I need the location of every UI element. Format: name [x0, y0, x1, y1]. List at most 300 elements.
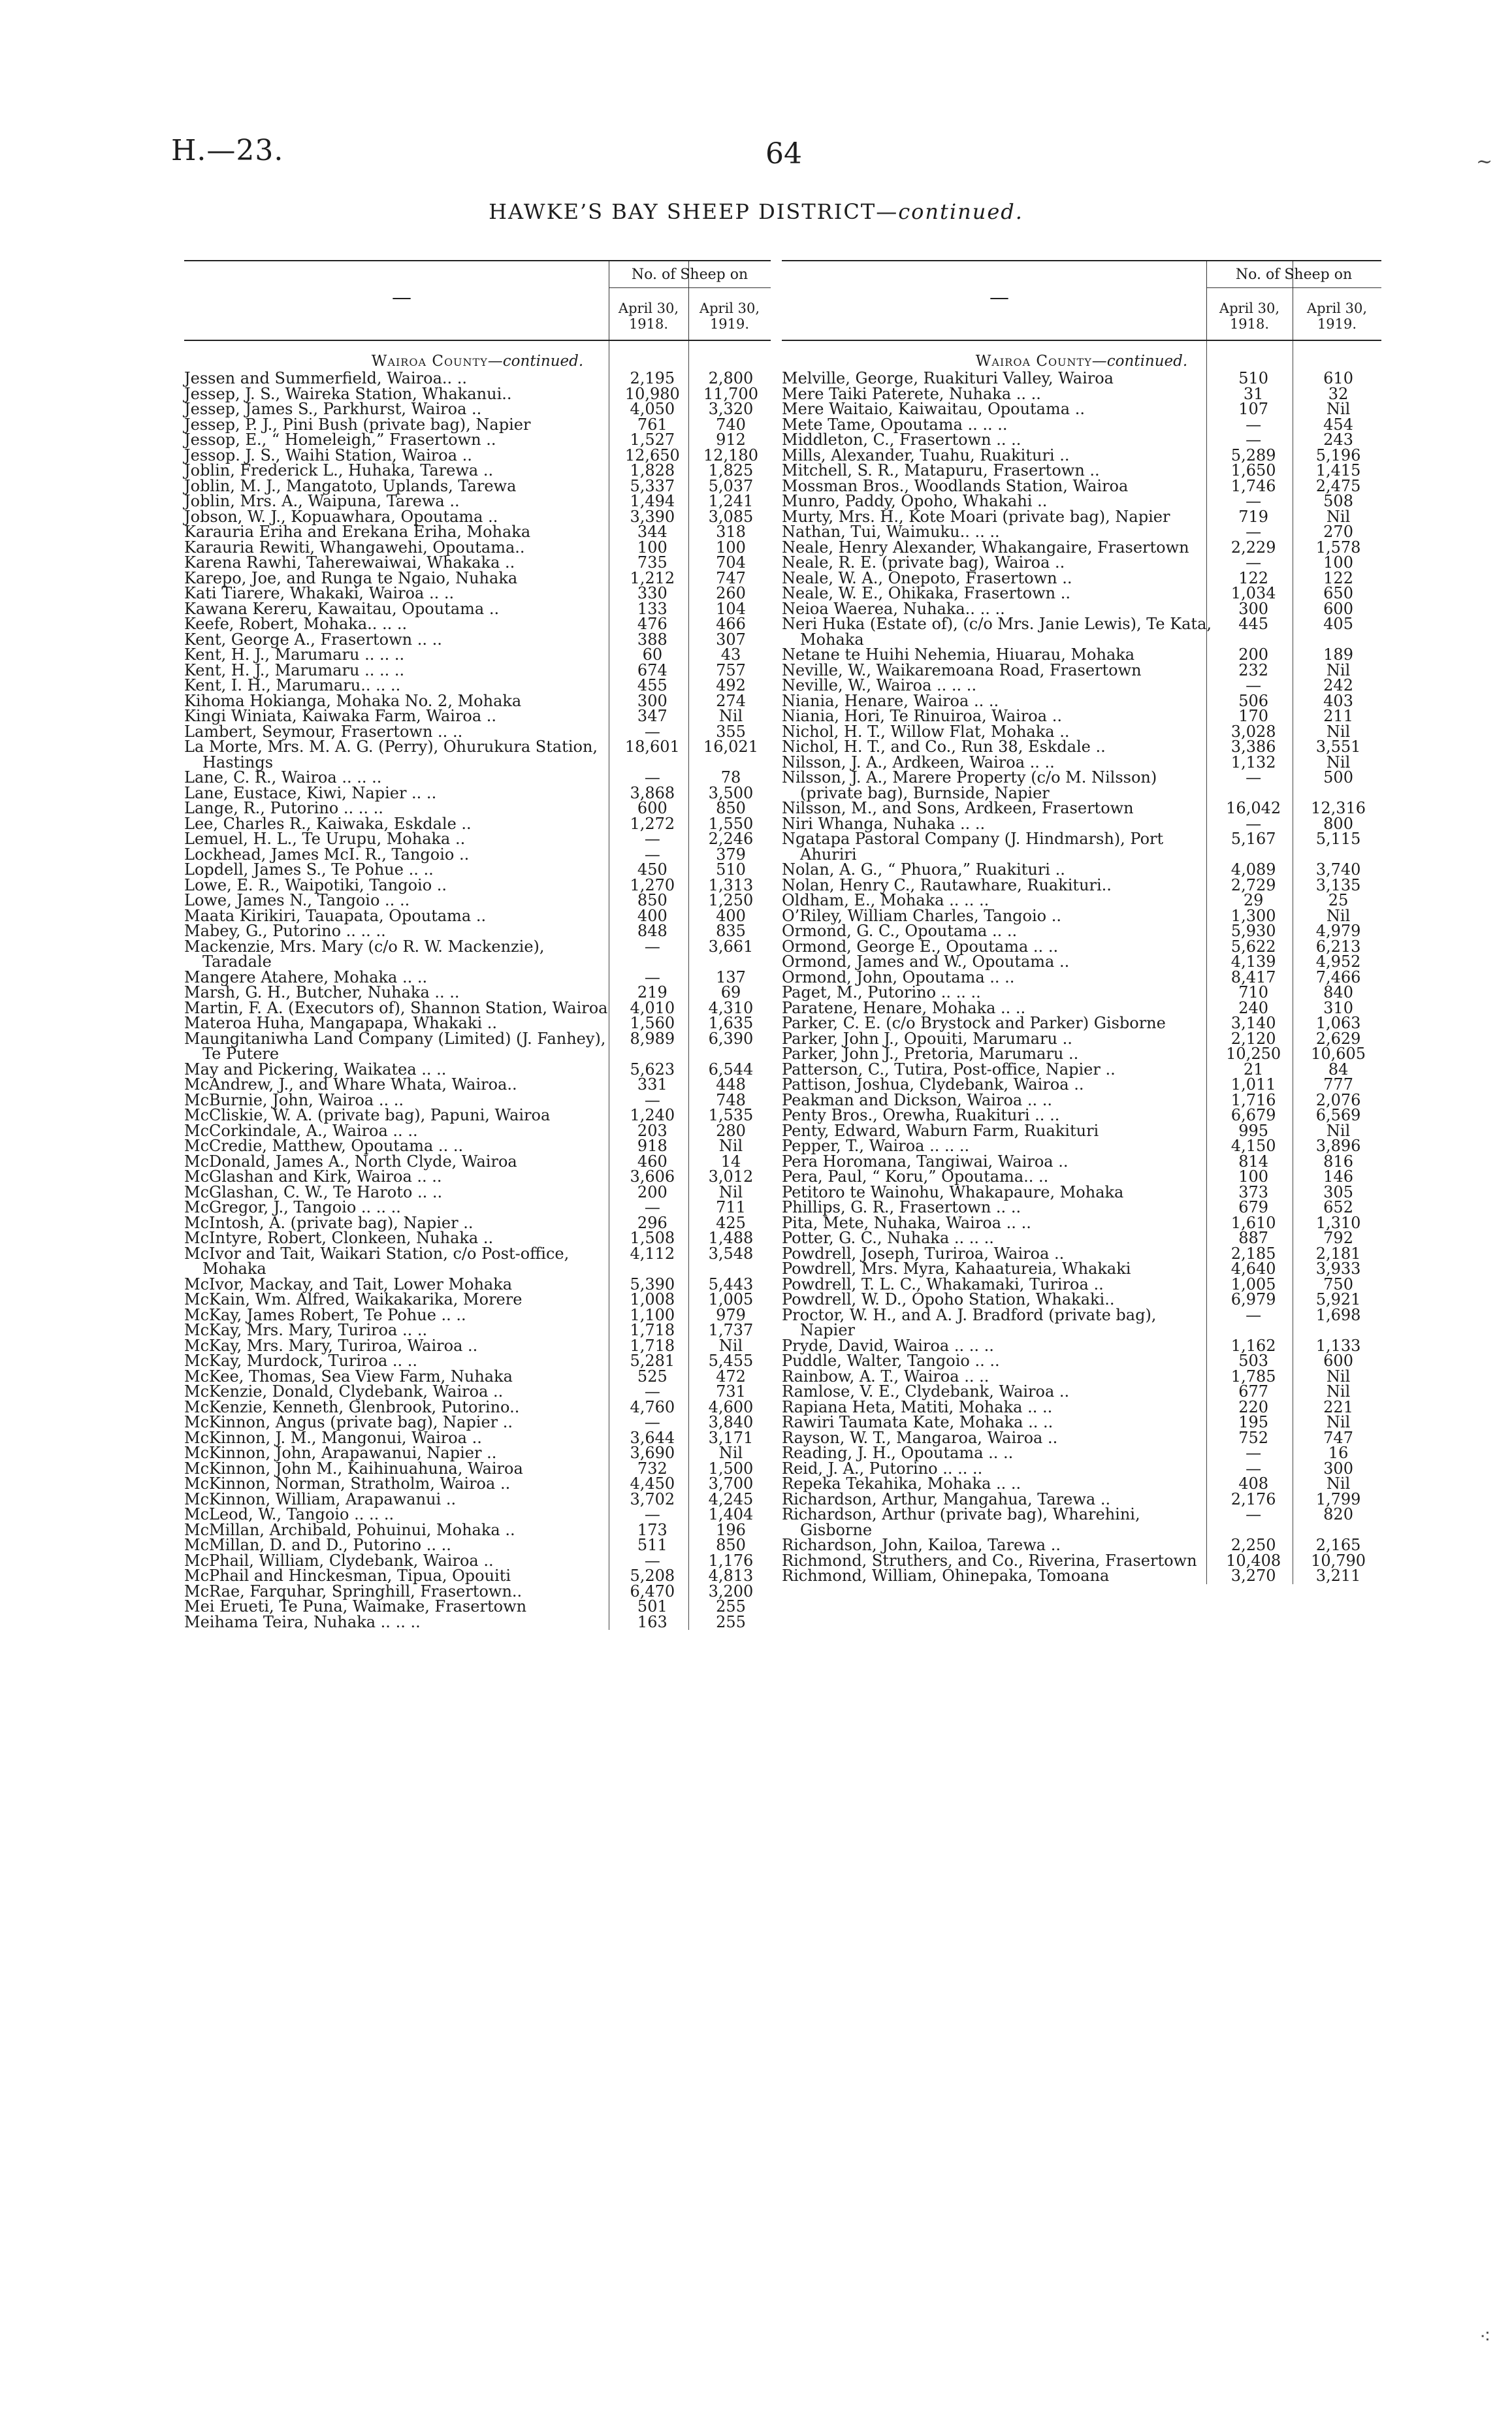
sheep-1918: 2,229 [1231, 538, 1276, 557]
sheep-1918: 300 [637, 691, 668, 710]
table-row [184, 1612, 771, 1631]
table-row [782, 770, 1381, 801]
holder-name: Potter, G. C., Nuhaka .. .. .. [782, 1229, 994, 1247]
sheep-1919: Nil [1326, 722, 1351, 741]
sheep-1919: 740 [716, 415, 746, 434]
sheep-1918: — [1246, 523, 1262, 541]
sheep-1919: 4,813 [708, 1567, 754, 1585]
left-group-rule [609, 287, 771, 288]
holder-name: McCliskie, W. A. (private bag), Papuni, Wairoa [184, 1106, 551, 1124]
holder-name: Lane, C. R., Wairoa .. .. .. [184, 768, 382, 787]
holder-name: Jessen and Summerfield, Wairoa.. .. [184, 369, 468, 387]
sheep-1919: 610 [1323, 369, 1353, 387]
sheep-1919: 5,196 [1315, 446, 1361, 464]
sheep-1918: 373 [1238, 1182, 1269, 1201]
sheep-1919: 652 [1323, 1198, 1353, 1216]
table-row [184, 709, 771, 724]
sheep-1918: — [1246, 768, 1262, 787]
sheep-1919: 5,455 [708, 1352, 754, 1370]
left-col-1918-header: April 30, 1918. [618, 301, 679, 332]
sheep-1918: 1,610 [1231, 1213, 1276, 1232]
sheep-1918: 4,150 [1231, 1137, 1276, 1155]
sheep-1919: 492 [716, 676, 746, 694]
sheep-1918: 10,250 [1226, 1045, 1281, 1063]
holder-name: Niania, Hori, Te Rinuiroa, Wairoa .. [782, 707, 1062, 725]
holder-name: Kingi Winiata, Kaiwaka Farm, Wairoa .. [184, 707, 497, 725]
sheep-1918: 1,716 [1231, 1090, 1276, 1109]
sheep-1919: 757 [716, 660, 746, 679]
table-row [782, 985, 1381, 1001]
sheep-1919: 4,600 [708, 1397, 754, 1416]
table-row [184, 1569, 771, 1584]
holder-name: Pita, Mete, Nuhaka, Wairoa .. .. [782, 1213, 1031, 1232]
sheep-1919: 243 [1323, 431, 1353, 449]
right-section-continued: —continued. [1091, 353, 1188, 370]
table-row [782, 494, 1381, 510]
sheep-1918: 203 [637, 1121, 668, 1140]
sheep-1918: 31 [1243, 384, 1264, 403]
sheep-1918: 1,560 [630, 1014, 675, 1032]
table-row [782, 893, 1381, 909]
table-row [184, 371, 771, 387]
sheep-1918: — [1246, 415, 1262, 434]
sheep-1919: 355 [716, 722, 746, 741]
sheep-1919: 69 [720, 983, 741, 1001]
sheep-1918: 6,470 [630, 1582, 675, 1601]
holder-name: Mete Tame, Opoutama .. .. .. [782, 415, 1008, 434]
sheep-1919: 3,661 [708, 937, 754, 956]
holder-name: Karauria Eriha and Erekana Eriha, Mohaka [184, 523, 531, 541]
sheep-1918: — [644, 937, 660, 956]
sheep-1918: 18,601 [624, 738, 680, 756]
holder-name: McIntosh, A. (private bag), Napier .. [184, 1213, 474, 1232]
sheep-1918: 506 [1238, 691, 1269, 710]
right-section-name: Wairoa County [975, 353, 1092, 370]
sheep-1919: 5,443 [708, 1275, 754, 1293]
sheep-1919: 747 [1323, 1428, 1353, 1447]
left-section-heading [184, 351, 771, 371]
table-row [782, 740, 1381, 755]
holder-name: Pera, Paul, “ Koru,” Opoutama.. .. [782, 1167, 1049, 1186]
table-row [184, 1108, 771, 1124]
sheep-1919: 3,740 [1315, 860, 1361, 879]
sheep-1918: 1,011 [1231, 1075, 1276, 1094]
sheep-1919: 3,211 [1315, 1567, 1361, 1585]
holder-name: McIvor and Tait, Waikari Station, c/o Post-office, Mohaka [184, 1244, 570, 1278]
sheep-1919: 3,840 [708, 1413, 754, 1431]
sheep-1918: 195 [1238, 1413, 1269, 1431]
sheep-1919: 2,076 [1315, 1090, 1361, 1109]
table-row [184, 1292, 771, 1308]
sheep-1919: 979 [716, 1305, 746, 1324]
sheep-1919: 1,488 [708, 1229, 754, 1247]
sheep-1918: 408 [1238, 1474, 1269, 1493]
holder-name: McIvor, Mackay, and Tait, Lower Mohaka [184, 1275, 513, 1293]
sheep-1919: 750 [1323, 1275, 1353, 1293]
sheep-1919: 650 [1323, 584, 1353, 602]
holder-name: McKinnon, J. M., Mangonui, Wairoa .. [184, 1428, 482, 1447]
sheep-1918: 679 [1238, 1198, 1269, 1216]
holder-name: Mere Taiki Paterete, Nuhaka .. .. [782, 384, 1041, 403]
sheep-1918: 1,650 [1231, 461, 1276, 480]
sheep-1918: — [1246, 1305, 1262, 1324]
sheep-1918: 10,408 [1226, 1551, 1281, 1570]
sheep-1919: Nil [1326, 753, 1351, 772]
table-row [782, 1016, 1381, 1032]
holder-name: La Morte, Mrs. M. A. G. (Perry), Ohurukura Station, Hastings [184, 738, 598, 772]
holder-name: Neioa Waerea, Nuhaka.. .. .. [782, 599, 1005, 618]
sheep-1918: — [644, 845, 660, 864]
sheep-1918: 12,650 [624, 446, 680, 464]
sheep-1919: 400 [716, 906, 746, 925]
sheep-1918: 331 [637, 1075, 668, 1094]
sheep-1919: 3,933 [1315, 1260, 1361, 1278]
left-column [184, 260, 771, 1630]
sheep-1919: 104 [716, 599, 746, 618]
sheep-1918: 1,746 [1231, 476, 1276, 495]
sheep-1918: 344 [637, 523, 668, 541]
sheep-1918: 3,270 [1231, 1567, 1276, 1585]
sheep-1918: — [644, 1382, 660, 1401]
table-row [782, 678, 1381, 694]
sheep-1919: 5,921 [1315, 1290, 1361, 1309]
holder-name: Mitchell, S. R., Matapuru, Frasertown .. [782, 461, 1100, 480]
table-row [782, 1305, 1381, 1339]
sheep-1918: 3,868 [630, 783, 675, 802]
holder-name: McKay, James Robert, Te Pohue .. .. [184, 1305, 466, 1324]
sheep-1919: 122 [1323, 568, 1353, 587]
sheep-1919: 43 [720, 645, 741, 664]
sheep-1919: 820 [1323, 1505, 1353, 1523]
sheep-1919: 731 [716, 1382, 746, 1401]
sheep-1919: Nil [1326, 660, 1351, 679]
sheep-1918: 918 [637, 1137, 668, 1155]
holder-name: Richardson, Arthur (private bag), Wharehini, Gisborne [782, 1505, 1140, 1539]
sheep-1918: 1,718 [630, 1321, 675, 1339]
holder-name: Lemuel, H. L., Te Urupu, Mohaka .. [184, 830, 466, 848]
sheep-1919: 3,700 [708, 1474, 754, 1493]
table-row [782, 1384, 1381, 1400]
holder-name: Neri Huka (Estate of), (c/o Mrs. Janie Lewis), Te Kata, Mohaka [782, 615, 1212, 649]
sheep-1919: Nil [718, 1137, 743, 1155]
sheep-1918: 21 [1243, 1060, 1264, 1079]
sheep-1918: 2,120 [1231, 1029, 1276, 1048]
sheep-1918: 445 [1238, 615, 1269, 633]
holder-name: Mei Erueti, Te Puna, Waimake, Frasertown [184, 1597, 527, 1616]
table-row [782, 1446, 1381, 1461]
sheep-1918: 8,989 [630, 1029, 675, 1048]
table-row [184, 1446, 771, 1461]
holder-name: Peakman and Dickson, Wairoa .. .. [782, 1090, 1052, 1109]
sheep-1919: 11,700 [703, 384, 758, 403]
sheep-1918: 4,139 [1231, 952, 1276, 971]
table-row [782, 525, 1381, 540]
sheep-1918: 29 [1243, 891, 1264, 909]
holder-name: McCredie, Matthew, Opoutama .. .. [184, 1137, 464, 1155]
sheep-1919: 189 [1323, 645, 1353, 664]
title-continued: continued. [898, 199, 1023, 224]
sheep-1918: 1,300 [1231, 906, 1276, 925]
table-row [184, 647, 771, 663]
sheep-1919: 4,952 [1315, 952, 1361, 971]
left-name-header: — [392, 286, 411, 309]
table-row [184, 555, 771, 571]
table-row [184, 494, 771, 510]
sheep-1919: Nil [1326, 1121, 1351, 1140]
sheep-1919: 260 [716, 584, 746, 602]
holder-name: Nolan, Henry C., Rautawhare, Ruakituri.. [782, 875, 1112, 894]
sheep-1919: 912 [716, 431, 746, 449]
sheep-1919: 3,320 [708, 400, 754, 418]
sheep-1918: 240 [1238, 998, 1269, 1017]
sheep-1919: 792 [1323, 1229, 1353, 1247]
sheep-1918: 4,112 [630, 1244, 675, 1263]
holder-name: Niania, Henare, Wairoa .. .. [782, 691, 999, 710]
holder-name: Munro, Paddy, Opoho, Whakahi .. [782, 492, 1048, 510]
sheep-1918: 122 [1238, 568, 1269, 587]
table-row [782, 432, 1381, 448]
sheep-1919: Nil [718, 1444, 743, 1462]
holder-name: Mills, Alexander, Tuahu, Ruakituri .. [782, 446, 1070, 464]
holder-name: McKee, Thomas, Sea View Farm, Nuhaka [184, 1367, 513, 1386]
holder-name: Powdrell, Joseph, Turiroa, Wairoa .. [782, 1244, 1065, 1263]
holder-name: Maungitaniwha Land Company (Limited) (J. Fanhey), Te Putere [184, 1029, 606, 1063]
table-row [782, 1538, 1381, 1553]
sheep-1919: 16 [1328, 1444, 1349, 1462]
sheep-1919: 255 [716, 1597, 746, 1616]
sheep-1919: 12,180 [703, 446, 758, 464]
margin-mark: ~ [1476, 150, 1493, 173]
sheep-1919: Nil [1326, 1382, 1351, 1401]
sheep-1919: 405 [1323, 615, 1353, 633]
table-row [782, 586, 1381, 602]
sheep-1919: 2,475 [1315, 476, 1361, 495]
sheep-1919: 2,800 [708, 369, 754, 387]
table-row [184, 770, 771, 786]
sheep-1918: 814 [1238, 1152, 1269, 1171]
holder-name: Meihama Teira, Nuhaka .. .. .. [184, 1612, 421, 1631]
sheep-1918: 501 [637, 1597, 668, 1616]
right-table-header [782, 260, 1381, 341]
sheep-1919: 307 [716, 630, 746, 649]
sheep-1919: 270 [1323, 523, 1353, 541]
sheep-1918: 4,640 [1231, 1260, 1276, 1278]
sheep-1919: 12,316 [1311, 799, 1366, 817]
holder-name: Lowe, James N., Tangoio .. .. [184, 891, 410, 909]
table-row [184, 1231, 771, 1246]
holder-name: Puddle, Walter, Tangoio .. .. [782, 1352, 1000, 1370]
holder-name: Kent, H. J., Marumaru .. .. .. [184, 660, 405, 679]
sheep-1918: 3,386 [1231, 738, 1276, 756]
sheep-1918: 10,980 [624, 384, 680, 403]
sheep-1919: 704 [716, 553, 746, 572]
holder-name: Niri Whanga, Nuhaka .. .. [782, 814, 986, 833]
sheep-1919: 3,012 [708, 1167, 754, 1186]
holder-name: Nichol, H. T., Willow Flat, Mohaka .. [782, 722, 1070, 741]
table-row [184, 463, 771, 479]
holder-name: Powdrell, T. L. C., Whakamaki, Turiroa .. [782, 1275, 1104, 1293]
sheep-1918: 1,008 [630, 1290, 675, 1309]
sheep-1919: 1,415 [1315, 461, 1361, 480]
table-row [184, 1476, 771, 1492]
holder-name: Pepper, T., Wairoa .. .. .. [782, 1137, 970, 1155]
holder-name: Reid, J. A., Putorino .. .. .. [782, 1459, 983, 1478]
holder-name: McKenzie, Kenneth, Glenbrook, Putorino.. [184, 1397, 520, 1416]
sheep-1918: 1,162 [1231, 1336, 1276, 1355]
sheep-1919: 274 [716, 691, 746, 710]
sheep-1918: 600 [637, 799, 668, 817]
holder-name: Martin, F. A. (Executors of), Shannon Station, Wairoa [184, 998, 608, 1017]
right-col-1918-header: April 30, 1918. [1219, 301, 1280, 332]
sheep-1919: 196 [716, 1520, 746, 1539]
holder-name: Rapiana Heta, Matiti, Mohaka .. .. [782, 1397, 1053, 1416]
table-row [184, 939, 771, 970]
holder-name: Kent, George A., Frasertown .. .. [184, 630, 442, 649]
sheep-1918: — [644, 1090, 660, 1109]
table-row [184, 1415, 771, 1431]
sheep-1918: 232 [1238, 660, 1269, 679]
sheep-1918: 848 [637, 922, 668, 940]
table-row [782, 1476, 1381, 1492]
holder-name: McKenzie, Donald, Clydebank, Wairoa .. [184, 1382, 504, 1401]
sheep-1919: 425 [716, 1213, 746, 1232]
holder-name: Marsh, G. H., Butcher, Nuhaka .. .. [184, 983, 460, 1001]
right-col-1919-header: April 30, 1919. [1306, 301, 1368, 332]
sheep-1918: 1,132 [1231, 753, 1276, 772]
holder-name: Joblin, M. J., Mangatoto, Uplands, Tarewa [184, 476, 517, 495]
holder-name: Mabey, G., Putorino .. .. .. [184, 922, 386, 940]
sheep-1919: 280 [716, 1121, 746, 1140]
holder-name: Ormond, George E., Opoutama .. .. [782, 937, 1059, 956]
sheep-1918: — [644, 1505, 660, 1523]
table-row [184, 1384, 771, 1400]
table-row [184, 402, 771, 417]
sheep-1919: 1,535 [708, 1106, 754, 1124]
right-sheep-group-header: No. of Sheep on [1235, 267, 1353, 283]
sheep-1919: 1,404 [708, 1505, 754, 1523]
sheep-1918: 995 [1238, 1121, 1269, 1140]
table-row [782, 1108, 1381, 1124]
sheep-1919: 777 [1323, 1075, 1353, 1094]
sheep-1918: 1,828 [630, 461, 675, 480]
sheep-1918: 170 [1238, 707, 1269, 725]
holder-name: Pryde, David, Wairoa .. .. .. [782, 1336, 994, 1355]
sheep-1918: 3,644 [630, 1428, 675, 1447]
table-row [782, 1507, 1381, 1538]
holder-name: Jobson, W. J., Kopuawhara, Opoutama .. [184, 507, 498, 526]
sheep-1919: 840 [1323, 983, 1353, 1001]
table-row [782, 1231, 1381, 1246]
sheep-1919: 1,550 [708, 814, 754, 833]
table-row [184, 1016, 771, 1032]
holder-name: Jessop, E., “ Homeleigh,” Frasertown .. [184, 431, 496, 449]
sheep-1918: 296 [637, 1213, 668, 1232]
sheep-1919: 4,979 [1315, 922, 1361, 940]
holder-name: Karauria Rewiti, Whangawehi, Opoutama.. [184, 538, 525, 557]
holder-name: O’Riley, William Charles, Tangoio .. [782, 906, 1061, 925]
table-row [184, 1029, 771, 1063]
sheep-1918: 3,690 [630, 1444, 675, 1462]
sheep-1918: — [1246, 676, 1262, 694]
holder-name: Maata Kirikiri, Tauapata, Opoutama .. [184, 906, 487, 925]
sheep-1918: 4,050 [630, 400, 675, 418]
holder-name: Pattison, Joshua, Clydebank, Wairoa .. [782, 1075, 1084, 1094]
holder-name: McKinnon, Norman, Stratholm, Wairoa .. [184, 1474, 511, 1493]
holder-name: Materoa Huha, Mangapapa, Whakaki .. [184, 1014, 498, 1032]
holder-name: Reading, J. H., Opoutama .. .. [782, 1444, 1014, 1462]
sheep-1919: 255 [716, 1612, 746, 1631]
sheep-1918: 674 [637, 660, 668, 679]
holder-name: McKay, Murdock, Turiroa .. .. [184, 1352, 418, 1370]
sheep-1918: 5,930 [1231, 922, 1276, 940]
sheep-1919: 1,310 [1315, 1213, 1361, 1232]
holder-name: McCorkindale, A., Wairoa .. .. [184, 1121, 418, 1140]
sheep-1918: — [1246, 553, 1262, 572]
sheep-1919: 146 [1323, 1167, 1353, 1186]
sheep-1918: 5,337 [630, 476, 675, 495]
sheep-1919: Nil [1326, 1413, 1351, 1431]
table-row [184, 1507, 771, 1523]
title-main: HAWKE’S BAY SHEEP DISTRICT— [489, 199, 899, 224]
holder-name: Mossman Bros., Woodlands Station, Wairoa [782, 476, 1129, 495]
table-row [782, 1354, 1381, 1369]
table-row [782, 709, 1381, 724]
sheep-1919: Nil [718, 707, 743, 725]
sheep-1918: — [1246, 431, 1262, 449]
holder-name: Ngatapa Pastoral Company (J. Hindmarsh), Port Ahuriri [782, 830, 1164, 864]
sheep-1919: 3,551 [1315, 738, 1361, 756]
left-row-list [184, 371, 771, 1630]
sheep-1919: 3,500 [708, 783, 754, 802]
holder-name: Joblin, Mrs. A., Waipuna, Tarewa .. [184, 492, 460, 510]
holder-name: McRae, Farquhar, Springhill, Frasertown.. [184, 1582, 523, 1601]
sheep-1918: 60 [642, 645, 663, 664]
sheep-1919: 1,799 [1315, 1489, 1361, 1508]
table-row [184, 740, 771, 770]
sheep-1919: 318 [716, 523, 746, 541]
sheep-1919: 1,500 [708, 1459, 754, 1478]
sheep-1919: 1,825 [708, 461, 754, 480]
table-row [782, 1139, 1381, 1154]
holder-name: Rawiri Taumata Kate, Mohaka .. .. [782, 1413, 1054, 1431]
sheep-1918: 1,240 [630, 1106, 675, 1124]
sheep-1918: 3,702 [630, 1489, 675, 1508]
sheep-1919: 747 [716, 568, 746, 587]
holder-name: Rainbow, A. T., Wairoa .. .. [782, 1367, 989, 1386]
sheep-1918: 1,212 [630, 568, 675, 587]
sheep-1918: 100 [637, 538, 668, 557]
holder-name: McAndrew, J., and Whare Whata, Wairoa.. [184, 1075, 517, 1094]
sheep-1918: 761 [637, 415, 668, 434]
sheep-1918: 2,176 [1231, 1489, 1276, 1508]
table-row [782, 1047, 1381, 1062]
holder-name: Lockhead, James McI. R., Tangoio .. [184, 845, 470, 864]
holder-name: McPhail, William, Clydebank, Wairoa .. [184, 1551, 494, 1570]
sheep-1919: 510 [716, 860, 746, 879]
table-row [184, 1354, 771, 1369]
table-row [782, 832, 1381, 862]
holder-name: Jessep, J. S., Waireka Station, Whakanui.. [184, 384, 512, 403]
holder-name: Patterson, C., Tutira, Post-office, Napier .. [782, 1060, 1116, 1079]
holder-name: Parker, C. E. (c/o Brystock and Parker) Gisborne [782, 1014, 1166, 1032]
sheep-1919: 835 [716, 922, 746, 940]
holder-name: Pera Horomana, Tangiwai, Wairoa .. [782, 1152, 1069, 1171]
holder-name: Ormond, G. C., Opoutama .. .. [782, 922, 1018, 940]
table-row [184, 1246, 771, 1277]
sheep-1919: 6,569 [1315, 1106, 1361, 1124]
sheep-1918: — [1246, 814, 1262, 833]
sheep-1919: 4,310 [708, 998, 754, 1017]
